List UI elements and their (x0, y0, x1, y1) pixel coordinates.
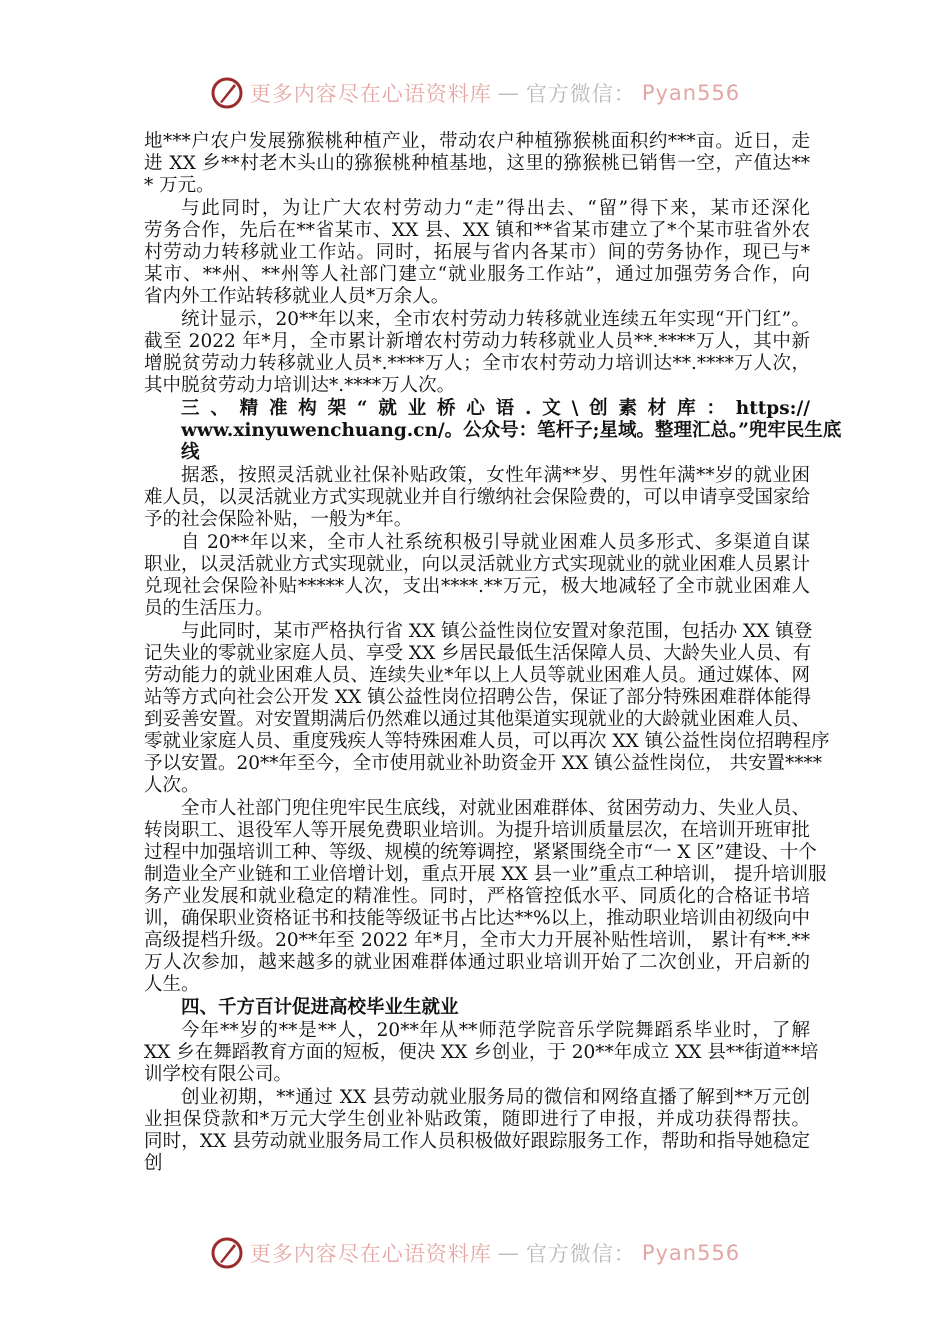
header-watermark (0, 76, 950, 110)
text-line: www.xinyuwenchuang.cn/。公众号：笔杆子;星域。整理汇总。”兜牢民生底 (181, 420, 842, 441)
text-line: 劳务合作，先后在**省某市、XX 县、XX 镇和**省某市建立了*个某市驻省外农 (144, 220, 810, 241)
text-line: 统计显示，20**年以来，全市农村劳动力转移就业连续五年实现“开门红”。 (181, 309, 810, 330)
text-line: XX 乡在舞蹈教育方面的短板，便决 XX 乡创业，于 20**年成立 XX 县**街道**培 (144, 1042, 819, 1063)
paragraph (144, 532, 810, 620)
text-line: 职业，以灵活就业方式实现就业，向以灵活就业方式实现就业的就业困难人员累计 (144, 554, 811, 575)
text-line: 其中脱贫劳动力培训达*.****万人次。 (144, 375, 456, 396)
paragraph (144, 465, 810, 531)
text-line: 过程中加强培训工种、等级、规模的统筹调控，紧紧围绕全市“一 X 区”建设、十个 (144, 842, 817, 863)
text-line: 予的社会保险补贴，一般为*年。 (144, 509, 413, 530)
text-line: 人生。 (144, 974, 200, 995)
text-line: 予以安置。20**年至今，全市使用就业补助资金开 XX 镇公益性岗位， 共安置**** (144, 753, 823, 774)
text-line: 截至 2022 年*月，全市累计新增农村劳动力转移就业人员**.****万人，其中新 (144, 331, 810, 352)
text-line: 创 (144, 1153, 163, 1174)
paragraph (144, 621, 830, 797)
paragraph (144, 198, 810, 308)
text-line: 三、精准构架“就业桥心语.文\创素材库：https:// (181, 398, 810, 419)
text-line: 进 XX 乡**村老木头山的猕猴桃种植基地，这里的猕猴桃已销售一空，产值达** (144, 153, 810, 174)
watermark-text: 更多内容尽在心语资料库 (249, 1242, 492, 1266)
text-line: 村劳动力转移就业工作站。同时，拓展与省内各某市）间的劳务协作，现已与* (144, 242, 810, 263)
text-line: 兑现社会保险补贴*****人次，支出****.**万元，极大地减轻了全市就业困难人 (144, 576, 810, 597)
watermark-dash: — (497, 1241, 520, 1265)
paragraph (144, 131, 810, 197)
text-line: 同时，XX 县劳动就业服务局工作人员积极做好跟踪服务工作，帮助和指导她稳定 (144, 1131, 810, 1152)
section-heading (144, 997, 810, 1019)
text-line: 劳动能力的就业困难人员、连续失业*年以上人员等就业困难人员。通过媒体、网 (144, 665, 810, 686)
paragraph (144, 309, 810, 397)
text-line: 制造业全产业链和工业倍增计划，重点开展 XX 县一业”重点工种培训， 提升培训服 (144, 864, 827, 885)
text-line: 创业初期，**通过 XX 县劳动就业服务局的微信和网络直播了解到**万元创 (181, 1087, 810, 1108)
section-heading (144, 398, 842, 464)
quill-logo-icon (210, 1236, 244, 1270)
text-line: 与此同时，为让广大农村劳动力“走”得出去、“留”得下来，某市还深化 (181, 198, 810, 219)
text-line: 全市人社部门兜住兜牢民生底线，对就业困难群体、贫困劳动力、失业人员、 (181, 798, 811, 819)
text-line: 训学校有限公司。 (144, 1064, 293, 1085)
text-line: 员的生活压力。 (144, 598, 274, 619)
watermark-wechat-id: Pyan556 (641, 1241, 741, 1265)
text-line: * 万元。 (144, 175, 215, 196)
paragraph (144, 1020, 819, 1086)
footer-watermark (0, 1236, 950, 1270)
watermark-dash: — (497, 81, 520, 105)
watermark-wechat-id: Pyan556 (641, 81, 741, 105)
text-line: 训，确保职业资格证书和技能等级证书占比达**%以上，推动职业培训由初级向中 (144, 908, 810, 929)
document-body (144, 131, 842, 1176)
text-line: 高级提档升级。20**年至 2022 年*月，全市大力开展补贴性培训， 累计有**.** (144, 930, 810, 951)
text-line: 难人员，以灵活就业方式实现就业并自行缴纳社会保险费的，可以申请享受国家给 (144, 487, 811, 508)
text-line: 业担保贷款和*万元大学生创业补贴政策，随即进行了申报，并成功获得帮扶。 (144, 1109, 810, 1130)
text-line: 某市、**州、**州等人社部门建立“就业服务工作站”，通过加强劳务合作，向 (144, 264, 810, 285)
text-line: 线 (181, 442, 200, 463)
watermark-wechat-label: 官方微信： (525, 1242, 636, 1266)
quill-logo-icon (210, 76, 244, 110)
text-line: 务产业发展和就业稳定的精准性。同时，严格管控低水平、同质化的合格证书培 (144, 886, 810, 907)
paragraph (144, 1087, 810, 1175)
text-line: 人次。 (144, 775, 200, 796)
text-line: 自 20**年以来，全市人社系统积极引导就业困难人员多形式、多渠道自谋 (181, 532, 810, 553)
text-line: 站等方式向社会公开发 XX 镇公益性岗位招聘公告，保证了部分特殊困难群体能得 (144, 687, 812, 708)
watermark-wechat-label: 官方微信： (525, 82, 636, 106)
text-line: 增脱贫劳动力转移就业人员*.****万人；全市农村劳动力培训达**.****万人次， (144, 353, 810, 374)
text-line: 转岗职工、退役军人等开展免费职业培训。为提升培训质量层次，在培训开班审批 (144, 820, 811, 841)
text-line: 记失业的零就业家庭人员、享受 XX 乡居民最低生活保障人员、大龄失业人员、有 (144, 643, 812, 664)
watermark-text: 更多内容尽在心语资料库 (249, 82, 492, 106)
text-line: 零就业家庭人员、重度残疾人等特殊困难人员，可以再次 XX 镇公益性岗位招聘程序 (144, 731, 830, 752)
text-line: 地***户农户发展猕猴桃种植产业，带动农户种植猕猴桃面积约***亩。近日，走 (144, 131, 810, 152)
text-line: 到妥善安置。对安置期满后仍然难以通过其他渠道实现就业的大龄就业困难人员、 (144, 709, 811, 730)
text-line: 与此同时，某市严格执行省 XX 镇公益性岗位安置对象范围，包括办 XX 镇登 (181, 621, 813, 642)
text-line: 万人次参加，越来越多的就业困难群体通过职业培训开始了二次创业，开启新的 (144, 952, 810, 973)
text-line: 四、千方百计促进高校毕业生就业 (181, 997, 459, 1018)
text-line: 今年**岁的**是**人，20**年从**师范学院音乐学院舞蹈系毕业时，了解 (181, 1020, 810, 1041)
text-line: 据悉，按照灵活就业社保补贴政策，女性年满**岁、男性年满**岁的就业困 (181, 465, 810, 486)
text-line: 省内外工作站转移就业人员*万余人。 (144, 286, 450, 307)
paragraph (144, 798, 827, 996)
